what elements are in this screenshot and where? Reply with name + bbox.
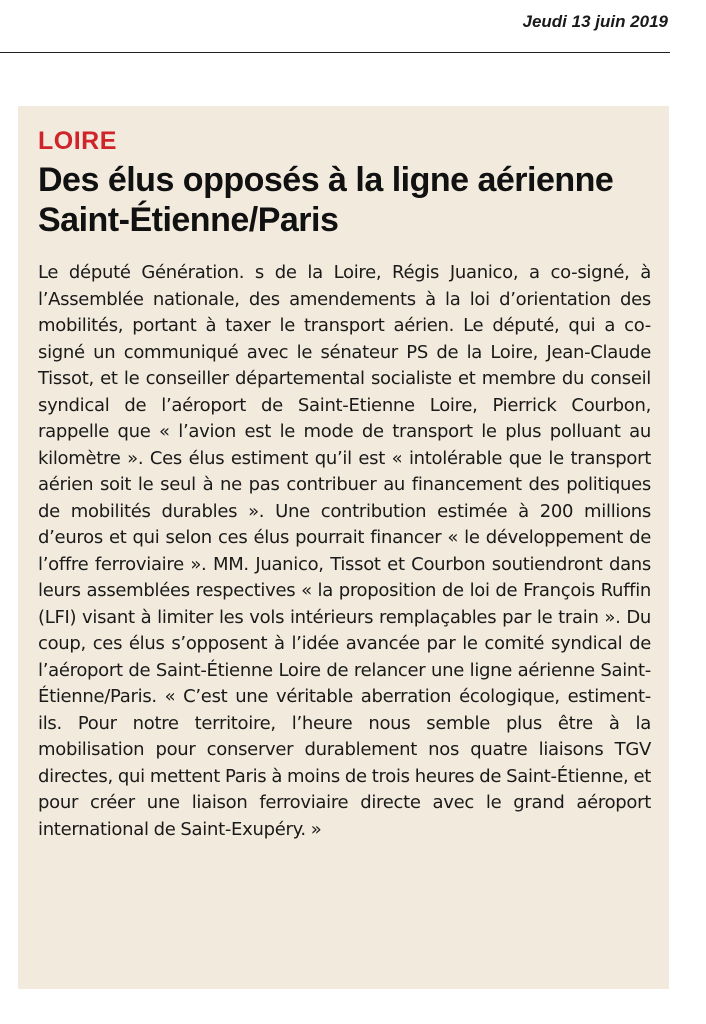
section-kicker: LOIRE [38,127,117,155]
header-divider [0,52,670,53]
article-body: Le député Génération. s de la Loire, Régis Juanico, a co-signé, à l’Assemblée nationale, des amendements à la loi d’orientation des mobilités, portant à taxer le transport aérien. Le député, qui a co-signé un communiqué avec le sénateur PS de la Loire, Jean-Claude Tissot, et le conseiller départemental socialiste et membre du conseil syndical de l’aéroport de Saint-Etienne Loire, Pierrick Courbon, rappelle que « l’avion est le mode de transport le plus polluant au kilomètre ». Ces élus estiment qu’il est « intolérable que le transport aérien soit le seul à ne pas contribuer au financement des politiques de mobilités durables ». Une contribution estimée à 200 millions d’euros et qui selon ces élus pourrait financer « le développement de l’offre ferroviaire ». MM. Juanico, Tissot et Courbon soutiendront dans leurs assemblées respectives « la proposition de loi de François Ruffin (LFI) visant à limiter les vols intérieurs remplaçables par le train ». Du coup, ces élus s’opposent à l’idée avancée par le comité syndical de l’aéroport de Saint-Étienne Loire de relancer une ligne aérienne Saint-Étienne/Paris. « C’est une véritable aberration écologique, estiment-ils. Pour notre territoire, l’heure nous semble plus être à la mobilisation pour conserver durablement nos quatre liaisons TGV directes, qui mettent Paris à moins de trois heures de Saint-Étienne, et pour créer une liaison ferroviaire directe avec le grand aéroport international de Saint-Exupéry. » [38,262,651,840]
article-headline: Des élus opposés à la ligne aérienne Saint-Étienne/Paris [38,161,614,239]
publication-date: Jeudi 13 juin 2019 [522,12,668,31]
article-box [18,106,669,989]
